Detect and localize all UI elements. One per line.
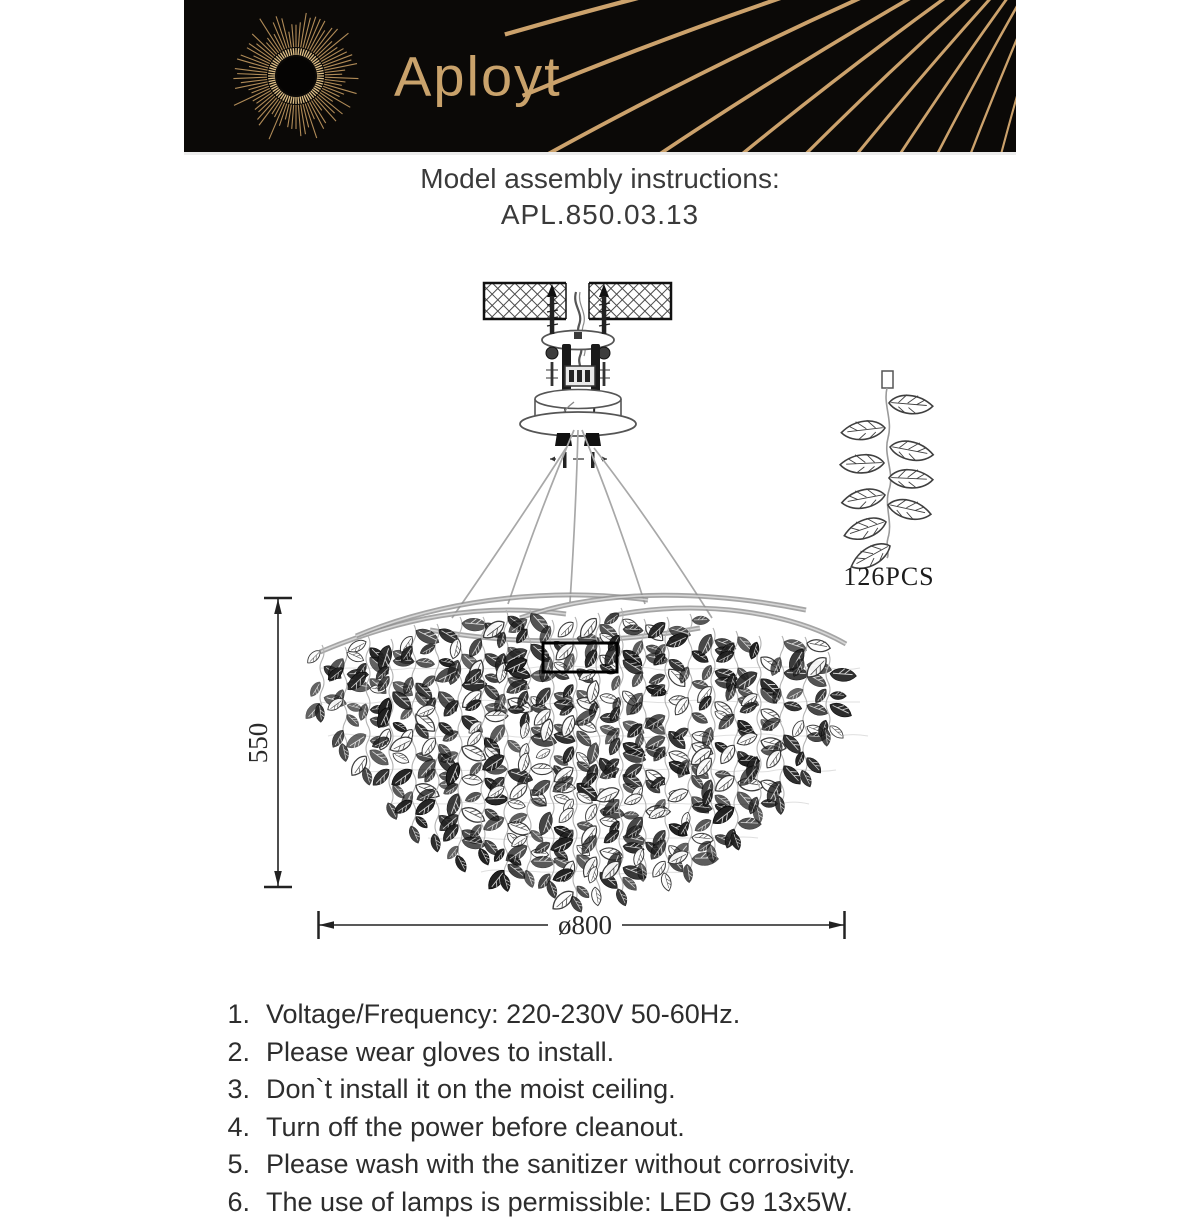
diameter-label: ø800: [558, 910, 612, 940]
brand-name: Aployt: [394, 44, 562, 109]
instruction-text: Please wash with the sanitizer without corrosivity.: [266, 1146, 855, 1184]
instruction-item: [214, 1109, 1044, 1147]
header-banner: [184, 0, 1016, 155]
sunburst-logo-icon: [233, 13, 358, 139]
page-title: Model assembly instructions:: [0, 160, 1200, 197]
instruction-text: Don`t install it on the moist ceiling.: [266, 1071, 676, 1109]
instruction-number: 5.: [214, 1146, 250, 1184]
instruction-item: [214, 1034, 1044, 1072]
instruction-number: 6.: [214, 1184, 250, 1221]
leaf-strand-detail: [839, 371, 936, 591]
model-number: APL.850.03.13: [0, 197, 1200, 233]
instruction-item: [214, 1184, 1044, 1221]
instruction-number: 1.: [214, 996, 250, 1034]
instruction-item: [214, 996, 1044, 1034]
corner-rays-icon: [494, 0, 1016, 152]
height-dimension: [243, 598, 292, 887]
title-block: [0, 160, 1200, 233]
height-label: 550: [243, 723, 273, 764]
ceiling-plate: [484, 281, 671, 321]
canopy: [520, 390, 636, 437]
diameter-dimension: [319, 910, 845, 940]
instruction-number: 2.: [214, 1034, 250, 1072]
pieces-count-label: 126PCS: [843, 562, 934, 591]
suspension-cables: [452, 430, 712, 618]
instruction-item: [214, 1071, 1044, 1109]
instruction-text: Voltage/Frequency: 220-230V 50-60Hz.: [266, 996, 740, 1034]
instruction-item: [214, 1146, 1044, 1184]
assembly-diagram: [200, 252, 1000, 964]
banner-decoration: [184, 0, 1016, 152]
instruction-number: 4.: [214, 1109, 250, 1147]
instruction-list: [214, 996, 1044, 1221]
instruction-text: The use of lamps is permissible: LED G9 13x5W.: [266, 1184, 853, 1221]
instruction-text: Please wear gloves to install.: [266, 1034, 614, 1072]
instruction-number: 3.: [214, 1071, 250, 1109]
terminal-block: [565, 366, 595, 386]
instruction-text: Turn off the power before cleanout.: [266, 1109, 685, 1147]
